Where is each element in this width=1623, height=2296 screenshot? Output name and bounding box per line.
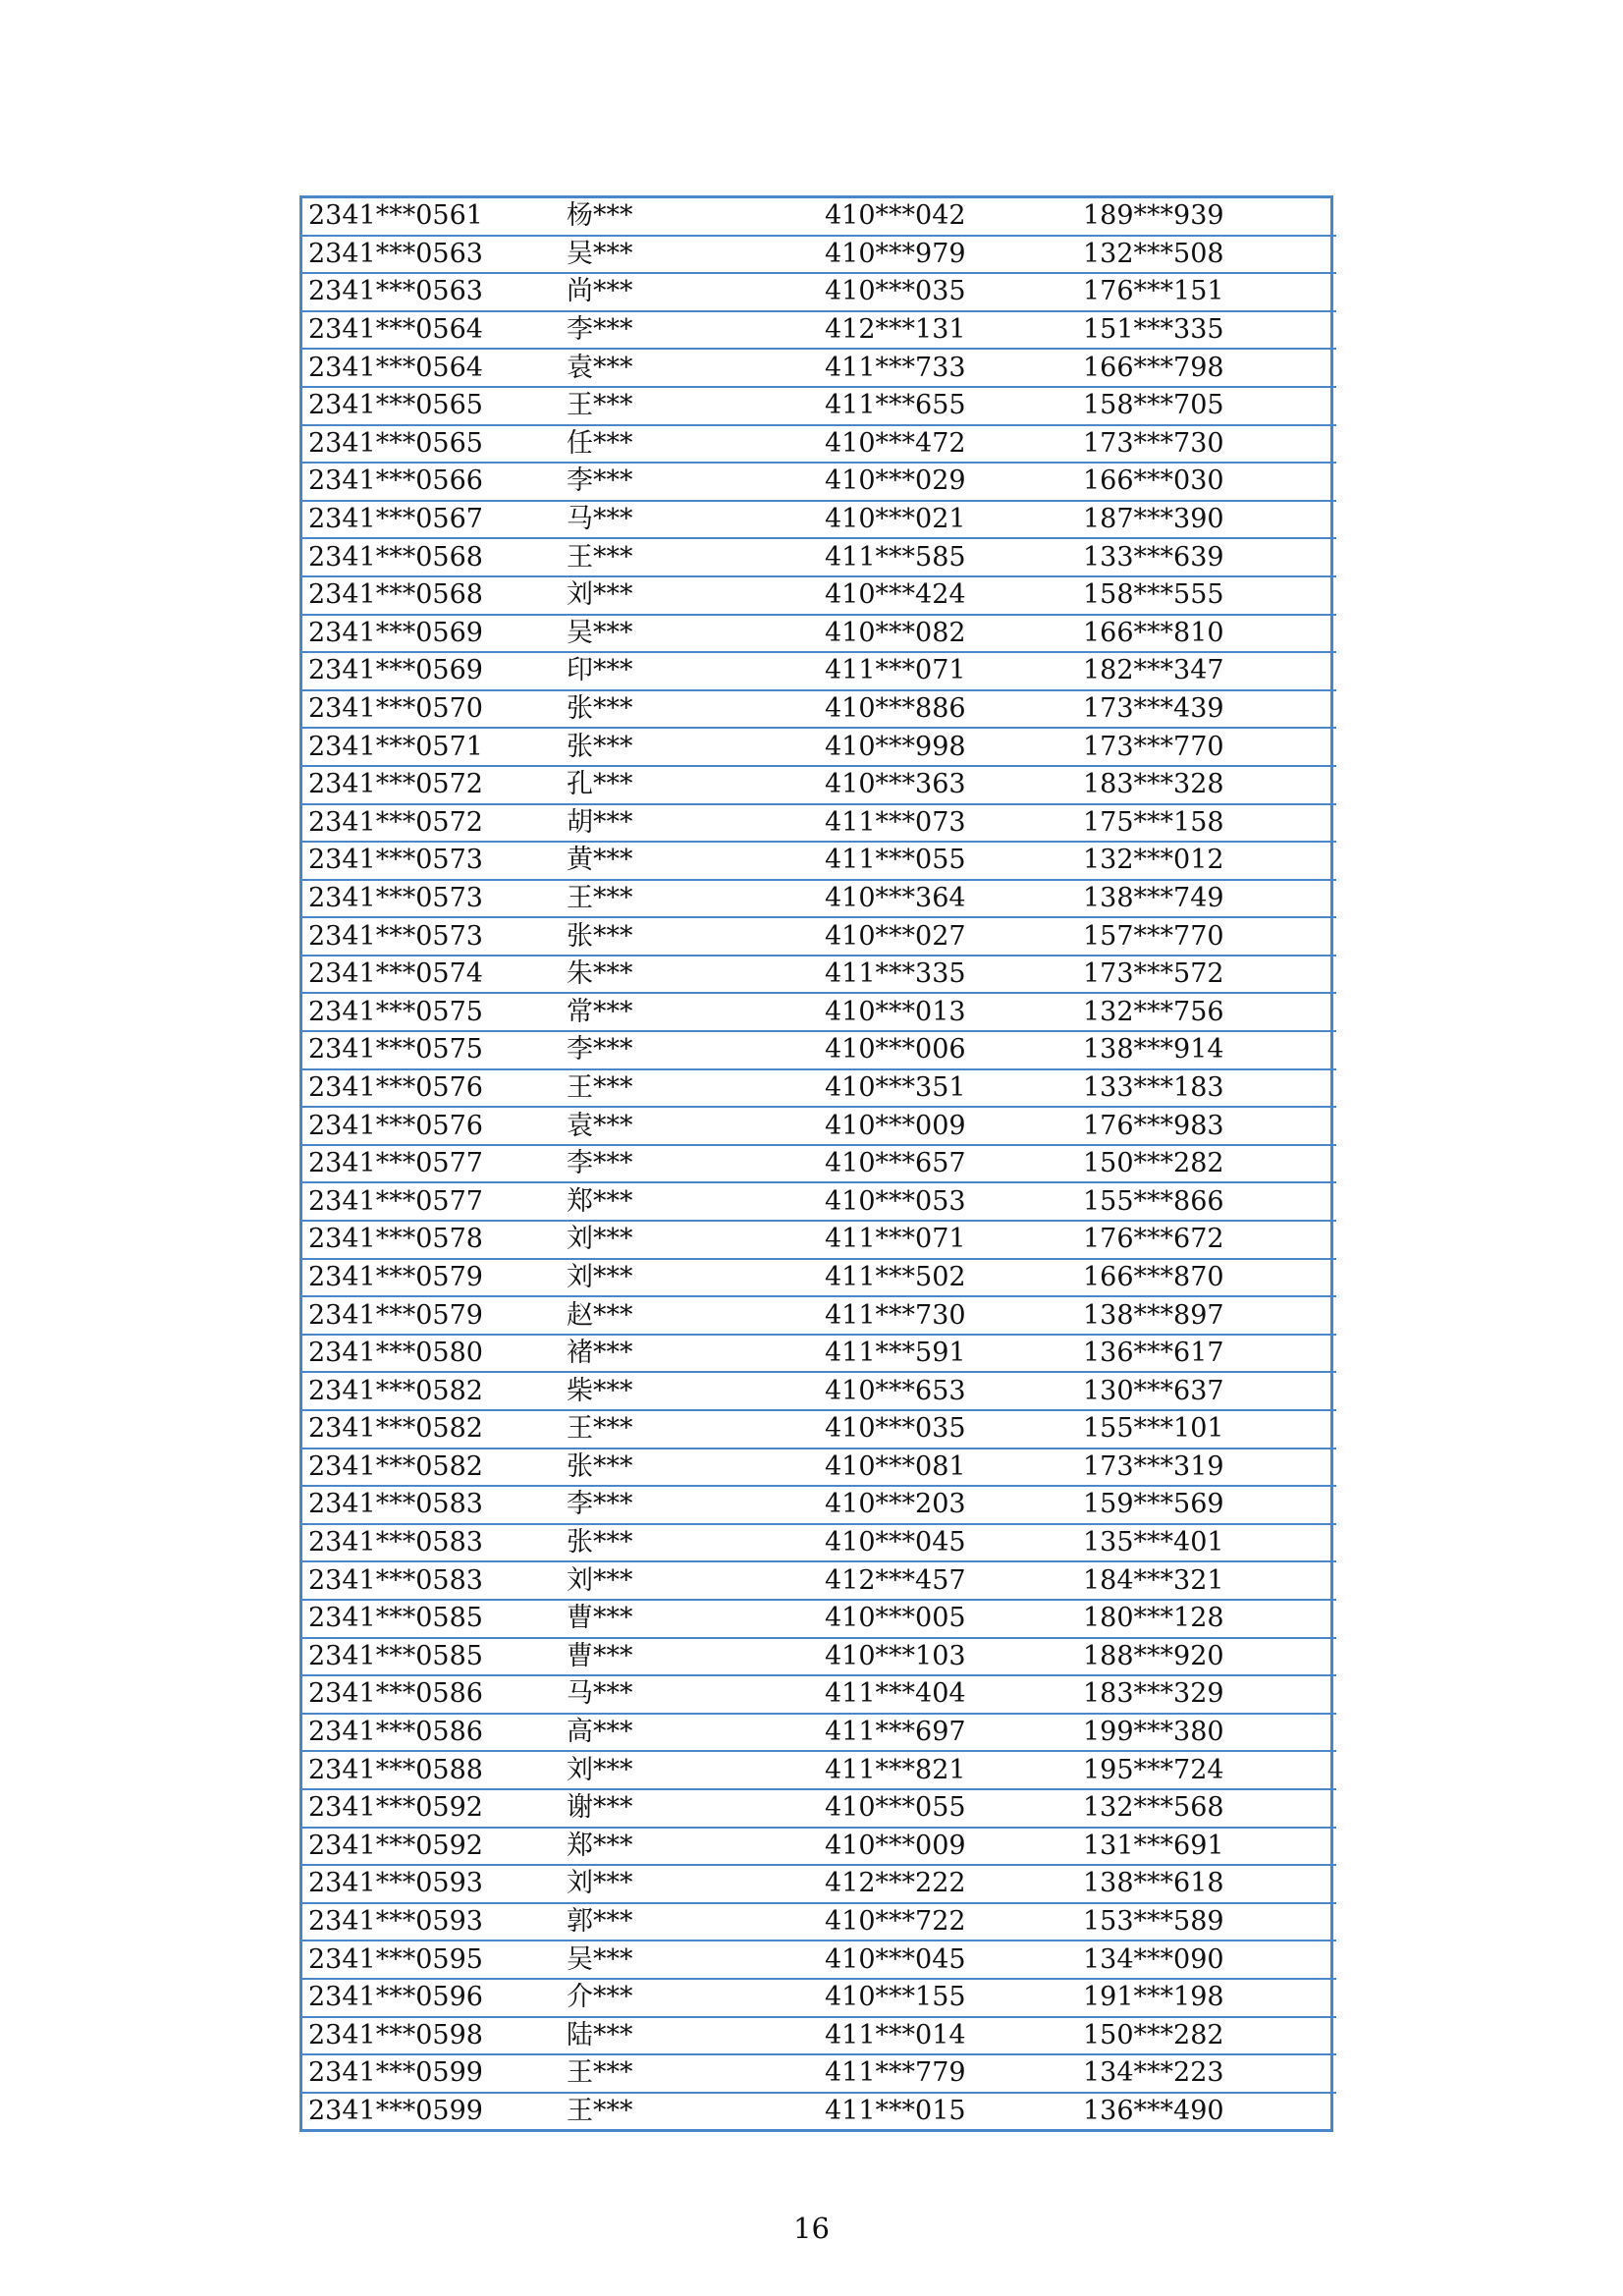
id-cell: 2341***0572 <box>302 804 561 843</box>
table-row <box>302 1979 1336 2017</box>
id-number-cell: 410***006 <box>819 1031 1077 1069</box>
name-cell: 袁*** <box>561 1107 819 1145</box>
name-cell: 王*** <box>561 2054 819 2093</box>
table-row <box>302 1714 1336 1752</box>
name-cell: 郑*** <box>561 1182 819 1221</box>
name-cell: 张*** <box>561 1449 819 1487</box>
id-cell: 2341***0564 <box>302 349 561 387</box>
id-cell: 2341***0573 <box>302 917 561 956</box>
name-cell: 刘*** <box>561 1259 819 1297</box>
table-row <box>302 615 1336 653</box>
table-row <box>302 1372 1336 1410</box>
id-cell: 2341***0582 <box>302 1449 561 1487</box>
data-table <box>299 195 1333 2132</box>
name-cell: 朱*** <box>561 956 819 994</box>
id-number-cell: 410***364 <box>819 880 1077 918</box>
name-cell: 王*** <box>561 1069 819 1108</box>
phone-cell: 132***568 <box>1077 1789 1336 1828</box>
id-number-cell: 410***082 <box>819 615 1077 653</box>
id-cell: 2341***0579 <box>302 1296 561 1335</box>
table-row <box>302 728 1336 766</box>
name-cell: 介*** <box>561 1979 819 2017</box>
id-cell: 2341***0563 <box>302 273 561 311</box>
table-row <box>302 311 1336 350</box>
table-row <box>302 1221 1336 1259</box>
id-cell: 2341***0579 <box>302 1259 561 1297</box>
phone-cell: 150***282 <box>1077 2017 1336 2055</box>
id-cell: 2341***0598 <box>302 2017 561 2055</box>
name-cell: 张*** <box>561 690 819 729</box>
phone-cell: 166***870 <box>1077 1259 1336 1297</box>
id-number-cell: 410***035 <box>819 1410 1077 1449</box>
id-number-cell: 410***363 <box>819 766 1077 804</box>
id-cell: 2341***0565 <box>302 387 561 425</box>
table-row <box>302 538 1336 576</box>
id-cell: 2341***0578 <box>302 1221 561 1259</box>
table-row <box>302 1335 1336 1373</box>
phone-cell: 132***012 <box>1077 842 1336 880</box>
id-cell: 2341***0585 <box>302 1638 561 1676</box>
id-cell: 2341***0570 <box>302 690 561 729</box>
name-cell: 马*** <box>561 1675 819 1714</box>
name-cell: 常*** <box>561 993 819 1031</box>
id-number-cell: 412***457 <box>819 1561 1077 1600</box>
phone-cell: 173***319 <box>1077 1449 1336 1487</box>
id-number-cell: 411***014 <box>819 2017 1077 2055</box>
id-number-cell: 411***071 <box>819 652 1077 690</box>
phone-cell: 175***158 <box>1077 804 1336 843</box>
phone-cell: 173***730 <box>1077 425 1336 464</box>
phone-cell: 184***321 <box>1077 1561 1336 1600</box>
table-row <box>302 1828 1336 1866</box>
phone-cell: 132***756 <box>1077 993 1336 1031</box>
phone-cell: 150***282 <box>1077 1145 1336 1183</box>
id-number-cell: 410***053 <box>819 1182 1077 1221</box>
id-cell: 2341***0577 <box>302 1145 561 1183</box>
id-cell: 2341***0583 <box>302 1561 561 1600</box>
id-cell: 2341***0595 <box>302 1941 561 1979</box>
id-number-cell: 410***009 <box>819 1107 1077 1145</box>
phone-cell: 176***672 <box>1077 1221 1336 1259</box>
id-number-cell: 411***055 <box>819 842 1077 880</box>
name-cell: 赵*** <box>561 1296 819 1335</box>
table-row <box>302 1145 1336 1183</box>
id-number-cell: 410***035 <box>819 273 1077 311</box>
table-row <box>302 463 1336 501</box>
table-row <box>302 766 1336 804</box>
table-row <box>302 1107 1336 1145</box>
table-row <box>302 198 1336 236</box>
name-cell: 王*** <box>561 880 819 918</box>
id-cell: 2341***0565 <box>302 425 561 464</box>
name-cell: 陆*** <box>561 2017 819 2055</box>
table-row <box>302 576 1336 615</box>
id-number-cell: 410***045 <box>819 1941 1077 1979</box>
name-cell: 刘*** <box>561 1561 819 1600</box>
phone-cell: 153***589 <box>1077 1903 1336 1941</box>
id-cell: 2341***0561 <box>308 200 483 232</box>
table-row <box>302 501 1336 539</box>
table-body <box>302 198 1336 2129</box>
table-row <box>302 2093 1336 2130</box>
table-row <box>302 349 1336 387</box>
id-cell: 2341***0569 <box>302 652 561 690</box>
id-cell: 2341***0599 <box>302 2093 561 2130</box>
phone-cell: 183***329 <box>1077 1675 1336 1714</box>
table-row <box>302 273 1336 311</box>
table-row <box>302 956 1336 994</box>
id-number-cell: 411***697 <box>819 1714 1077 1752</box>
id-cell: 2341***0585 <box>302 1600 561 1638</box>
id-cell: 2341***0567 <box>302 501 561 539</box>
phone-cell: 134***223 <box>1077 2054 1336 2093</box>
id-cell: 2341***0582 <box>302 1410 561 1449</box>
id-cell: 2341***0596 <box>302 1979 561 2017</box>
phone-cell: 138***914 <box>1077 1031 1336 1069</box>
table-row <box>302 1751 1336 1789</box>
id-number-cell: 412***131 <box>819 311 1077 350</box>
name-cell: 李*** <box>561 1031 819 1069</box>
name-cell: 袁*** <box>561 349 819 387</box>
table-row <box>302 690 1336 729</box>
phone-cell: 199***380 <box>1077 1714 1336 1752</box>
id-number-cell: 410***722 <box>819 1903 1077 1941</box>
phone-cell: 155***101 <box>1077 1410 1336 1449</box>
name-cell: 王*** <box>561 2093 819 2130</box>
id-cell: 2341***0575 <box>302 1031 561 1069</box>
table-row <box>302 425 1336 464</box>
id-number-cell: 411***733 <box>819 349 1077 387</box>
id-number-cell: 412***222 <box>819 1865 1077 1903</box>
phone-cell: 158***705 <box>1077 387 1336 425</box>
name-cell: 吴*** <box>561 1941 819 1979</box>
table-row <box>302 804 1336 843</box>
phone-cell: 131***691 <box>1077 1828 1336 1866</box>
table-row <box>302 1941 1336 1979</box>
id-cell: 2341***0573 <box>302 842 561 880</box>
id-number-cell: 411***591 <box>819 1335 1077 1373</box>
id-number-cell: 410***009 <box>819 1828 1077 1866</box>
id-number-cell: 410***021 <box>819 501 1077 539</box>
id-number-cell: 411***015 <box>819 2093 1077 2130</box>
id-number-cell: 410***013 <box>819 993 1077 1031</box>
id-number-cell: 410***042 <box>825 200 966 232</box>
id-cell: 2341***0593 <box>302 1865 561 1903</box>
table-row <box>302 1069 1336 1108</box>
id-cell: 2341***0574 <box>302 956 561 994</box>
phone-cell: 151***335 <box>1077 311 1336 350</box>
phone-cell: 173***770 <box>1077 728 1336 766</box>
id-number-cell: 410***998 <box>819 728 1077 766</box>
id-number-cell: 410***005 <box>819 1600 1077 1638</box>
name-cell: 印*** <box>561 652 819 690</box>
phone-cell: 135***401 <box>1077 1524 1336 1562</box>
name-cell: 谢*** <box>561 1789 819 1828</box>
table-row <box>302 1031 1336 1069</box>
id-number-cell: 410***155 <box>819 1979 1077 2017</box>
table-row <box>302 387 1336 425</box>
id-cell: 2341***0580 <box>302 1335 561 1373</box>
id-cell: 2341***0568 <box>302 538 561 576</box>
name-cell: 黄*** <box>561 842 819 880</box>
name-cell: 李*** <box>561 1486 819 1524</box>
id-number-cell: 410***472 <box>819 425 1077 464</box>
id-number-cell: 411***655 <box>819 387 1077 425</box>
table-row <box>302 1182 1336 1221</box>
name-cell: 张*** <box>561 917 819 956</box>
phone-cell: 173***439 <box>1077 690 1336 729</box>
phone-cell: 166***810 <box>1077 615 1336 653</box>
phone-cell: 134***090 <box>1077 1941 1336 1979</box>
name-cell: 高*** <box>561 1714 819 1752</box>
id-cell: 2341***0564 <box>302 311 561 350</box>
name-cell: 吴*** <box>561 236 819 274</box>
phone-cell: 188***920 <box>1077 1638 1336 1676</box>
id-number-cell: 411***404 <box>819 1675 1077 1714</box>
id-number-cell: 410***657 <box>819 1145 1077 1183</box>
name-cell: 王*** <box>561 1410 819 1449</box>
table-row <box>302 652 1336 690</box>
name-cell: 曹*** <box>561 1638 819 1676</box>
table-row <box>302 1561 1336 1600</box>
phone-cell: 195***724 <box>1077 1751 1336 1789</box>
id-number-cell: 410***029 <box>819 463 1077 501</box>
phone-cell: 183***328 <box>1077 766 1336 804</box>
name-cell: 胡*** <box>561 804 819 843</box>
phone-cell: 187***390 <box>1077 501 1336 539</box>
id-number-cell: 411***730 <box>819 1296 1077 1335</box>
id-cell: 2341***0563 <box>302 236 561 274</box>
id-number-cell: 410***203 <box>819 1486 1077 1524</box>
name-cell: 孔*** <box>561 766 819 804</box>
table-row <box>302 880 1336 918</box>
id-cell: 2341***0566 <box>302 463 561 501</box>
phone-cell: 138***749 <box>1077 880 1336 918</box>
table-row <box>302 1449 1336 1487</box>
id-cell: 2341***0586 <box>302 1714 561 1752</box>
name-cell: 李*** <box>561 311 819 350</box>
name-cell: 任*** <box>561 425 819 464</box>
phone-cell: 189***939 <box>1083 200 1224 232</box>
name-cell: 刘*** <box>561 1751 819 1789</box>
name-cell: 李*** <box>561 1145 819 1183</box>
table-row <box>302 1789 1336 1828</box>
name-cell: 尚*** <box>561 273 819 311</box>
table-row <box>302 1600 1336 1638</box>
name-cell: 刘*** <box>561 1865 819 1903</box>
name-cell: 曹*** <box>561 1600 819 1638</box>
id-number-cell: 410***886 <box>819 690 1077 729</box>
table-row <box>302 1524 1336 1562</box>
phone-cell: 136***490 <box>1077 2093 1336 2130</box>
id-cell: 2341***0575 <box>302 993 561 1031</box>
table-row <box>302 1410 1336 1449</box>
phone-cell: 166***030 <box>1077 463 1336 501</box>
table-row <box>302 2017 1336 2055</box>
id-cell: 2341***0577 <box>302 1182 561 1221</box>
name-cell: 刘*** <box>561 1221 819 1259</box>
phone-cell: 191***198 <box>1077 1979 1336 2017</box>
name-cell: 马*** <box>561 501 819 539</box>
id-cell: 2341***0572 <box>302 766 561 804</box>
name-cell: 郭*** <box>561 1903 819 1941</box>
id-number-cell: 410***351 <box>819 1069 1077 1108</box>
table-row <box>302 1865 1336 1903</box>
id-cell: 2341***0599 <box>302 2054 561 2093</box>
table-row <box>302 993 1336 1031</box>
table-row <box>302 1486 1336 1524</box>
id-number-cell: 410***424 <box>819 576 1077 615</box>
table-row <box>302 2054 1336 2093</box>
table-row <box>302 1903 1336 1941</box>
id-number-cell: 410***081 <box>819 1449 1077 1487</box>
id-number-cell: 411***073 <box>819 804 1077 843</box>
id-cell: 2341***0569 <box>302 615 561 653</box>
name-cell: 李*** <box>561 463 819 501</box>
phone-cell: 157***770 <box>1077 917 1336 956</box>
id-cell: 2341***0576 <box>302 1069 561 1108</box>
name-cell: 张*** <box>561 1524 819 1562</box>
id-number-cell: 410***979 <box>819 236 1077 274</box>
id-cell: 2341***0576 <box>302 1107 561 1145</box>
id-cell: 2341***0588 <box>302 1751 561 1789</box>
name-cell: 张*** <box>561 728 819 766</box>
id-number-cell: 410***027 <box>819 917 1077 956</box>
phone-cell: 158***555 <box>1077 576 1336 615</box>
phone-cell: 182***347 <box>1077 652 1336 690</box>
id-number-cell: 411***335 <box>819 956 1077 994</box>
phone-cell: 133***183 <box>1077 1069 1336 1108</box>
phone-cell: 176***151 <box>1077 273 1336 311</box>
table-row <box>302 1675 1336 1714</box>
id-cell: 2341***0582 <box>302 1372 561 1410</box>
name-cell: 柴*** <box>561 1372 819 1410</box>
id-cell: 2341***0592 <box>302 1789 561 1828</box>
id-number-cell: 411***585 <box>819 538 1077 576</box>
page-number: 16 <box>793 2212 830 2245</box>
id-number-cell: 410***055 <box>819 1789 1077 1828</box>
name-cell: 王*** <box>561 538 819 576</box>
name-cell: 郑*** <box>561 1828 819 1866</box>
name-cell: 刘*** <box>561 576 819 615</box>
phone-cell: 136***617 <box>1077 1335 1336 1373</box>
phone-cell: 173***572 <box>1077 956 1336 994</box>
name-cell: 吴*** <box>561 615 819 653</box>
id-number-cell: 411***502 <box>819 1259 1077 1297</box>
phone-cell: 159***569 <box>1077 1486 1336 1524</box>
phone-cell: 176***983 <box>1077 1107 1336 1145</box>
id-cell: 2341***0593 <box>302 1903 561 1941</box>
table-row <box>302 917 1336 956</box>
phone-cell: 155***866 <box>1077 1182 1336 1221</box>
phone-cell: 138***897 <box>1077 1296 1336 1335</box>
id-number-cell: 410***045 <box>819 1524 1077 1562</box>
table-row <box>302 842 1336 880</box>
id-cell: 2341***0571 <box>302 728 561 766</box>
name-cell: 褚*** <box>561 1335 819 1373</box>
id-cell: 2341***0583 <box>302 1524 561 1562</box>
phone-cell: 132***508 <box>1077 236 1336 274</box>
id-cell: 2341***0573 <box>302 880 561 918</box>
id-number-cell: 411***821 <box>819 1751 1077 1789</box>
id-number-cell: 411***779 <box>819 2054 1077 2093</box>
phone-cell: 130***637 <box>1077 1372 1336 1410</box>
table-row <box>302 1259 1336 1297</box>
id-cell: 2341***0592 <box>302 1828 561 1866</box>
phone-cell: 180***128 <box>1077 1600 1336 1638</box>
id-cell: 2341***0583 <box>302 1486 561 1524</box>
name-cell: 杨*** <box>567 200 633 232</box>
table-row <box>302 236 1336 274</box>
id-number-cell: 410***653 <box>819 1372 1077 1410</box>
id-cell: 2341***0568 <box>302 576 561 615</box>
table-row <box>302 1296 1336 1335</box>
phone-cell: 138***618 <box>1077 1865 1336 1903</box>
id-number-cell: 411***071 <box>819 1221 1077 1259</box>
id-cell: 2341***0586 <box>302 1675 561 1714</box>
phone-cell: 166***798 <box>1077 349 1336 387</box>
phone-cell: 133***639 <box>1077 538 1336 576</box>
id-number-cell: 410***103 <box>819 1638 1077 1676</box>
name-cell: 王*** <box>561 387 819 425</box>
table-row <box>302 1638 1336 1676</box>
